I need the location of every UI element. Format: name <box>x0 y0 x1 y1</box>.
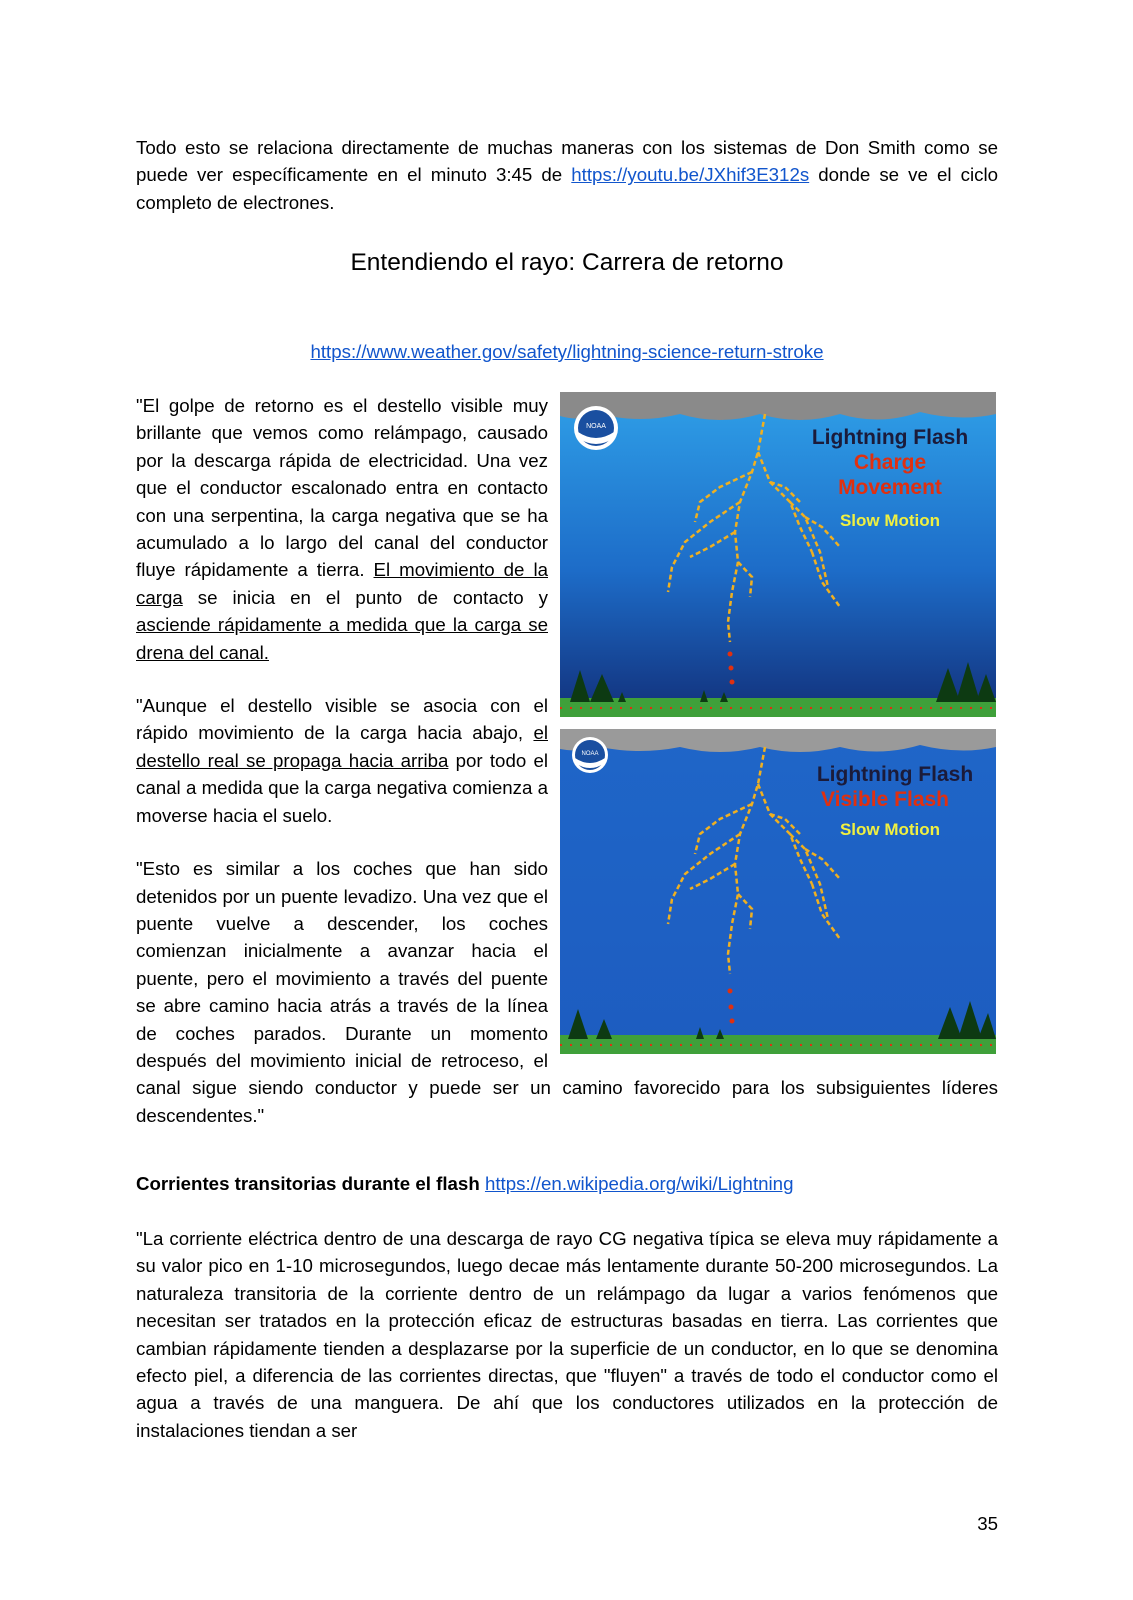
underlined-phrase: El movimiento de la carga <box>136 559 548 608</box>
youtube-link[interactable]: https://youtu.be/JXhif3E312s <box>571 164 810 186</box>
quote-with-figures <box>136 392 998 1129</box>
quote-drawbridge: "Esto es similar a los coches que han sido detenidos por un puente levadizo. Una vez que el puente vuelve a descender, los coches comienzan inicialmente a avanzar hacia el puente, pero el movimiento a través del puente se abre camino hacia atrás a través de la línea de coches parados. Durante un momento después del movimiento inicial de retroceso, el canal sigue siendo conductor y puede ser un camino favorecido para los subsiguientes líderes descendentes." <box>136 858 998 1126</box>
figure-title: Lightning Flash <box>816 763 974 786</box>
figures-column <box>560 392 998 1066</box>
page-number: 35 <box>977 1513 998 1534</box>
noaa-logo <box>572 737 608 773</box>
figure-subtitle-1: Charge <box>853 451 927 474</box>
intro-text-end: donde se ve el ciclo completo de electrones. <box>136 164 998 213</box>
section-title-line <box>136 1170 998 1197</box>
figure-slow-motion: Slow Motion <box>839 820 941 839</box>
figure-subtitle: Visible Flash <box>821 788 949 811</box>
svg-text:NOAA: NOAA <box>586 423 606 430</box>
section-title: Corrientes transitorias durante el flash <box>136 1173 480 1194</box>
section-heading: Entendiendo el rayo: Carrera de retorno <box>350 249 784 276</box>
noaa-logo <box>574 406 618 450</box>
lightning-charge-movement-figure <box>560 392 996 717</box>
figure-subtitle-2: Movement <box>838 476 942 499</box>
figure-slow-motion: Slow Motion <box>839 511 941 530</box>
intro-text: Todo esto se relaciona directamente de muchas maneras con los sistemas de Don Smith como se puede ver específicamente en el minuto 3:45 de <box>136 137 998 186</box>
svg-text:NOAA: NOAA <box>581 751 599 757</box>
figure-title: Lightning Flash <box>811 426 969 449</box>
wikipedia-link[interactable]: https://en.wikipedia.org/wiki/Lightning <box>484 1173 794 1194</box>
weather-gov-link[interactable]: https://www.weather.gov/safety/lightning-science-return-stroke <box>310 341 824 362</box>
underlined-phrase: el destello real se propaga hacia arriba <box>136 722 548 771</box>
underlined-phrase: asciende rápidamente a medida que la carga se drena del canal. <box>136 614 548 663</box>
lightning-visible-flash-figure <box>560 729 996 1054</box>
quote-return-stroke: "El golpe de retorno es el destello visible muy brillante que vemos como relámpago, causado por la descarga rápida de electricidad. Una vez que el conductor escalonado entra en contacto con una serpentina, la carga negativa que se ha acumulado a lo largo del canal del conductor fluye rápidamente a tierra. El movimiento de la carga se inicia en el punto de contacto y asciende rápidamente a medida que la carga se drena del canal. <box>136 395 548 663</box>
quote-visible-flash: "Aunque el destello visible se asocia con el rápido movimiento de la carga hacia abajo, el destello real se propaga hacia arriba por todo el canal a medida que la carga negativa comienza a moverse hacia el suelo. <box>136 695 548 826</box>
source-link-line <box>136 338 998 365</box>
quote-transient-currents: "La corriente eléctrica dentro de una descarga de rayo CG negativa típica se eleva muy rápidamente a su valor pico en 1-10 microsegundos, luego decae más lentamente durante 50-200 microsegundos. La naturaleza transitoria de la corriente dentro de un relámpago da lugar a varios fenómenos que necesitan ser tratados en la protección eficaz de estructuras basadas en tierra. Las corrientes que cambian rápidamente tienden a desplazarse por la superficie de un conductor, en lo que se denomina efecto piel, a diferencia de las corrientes directas, que "fluyen" a través de todo el conductor como el agua a través de una manguera. De ahí que los conductores utilizados en la protección de instalaciones tiendan a ser <box>136 1228 998 1441</box>
intro-paragraph <box>136 134 998 216</box>
